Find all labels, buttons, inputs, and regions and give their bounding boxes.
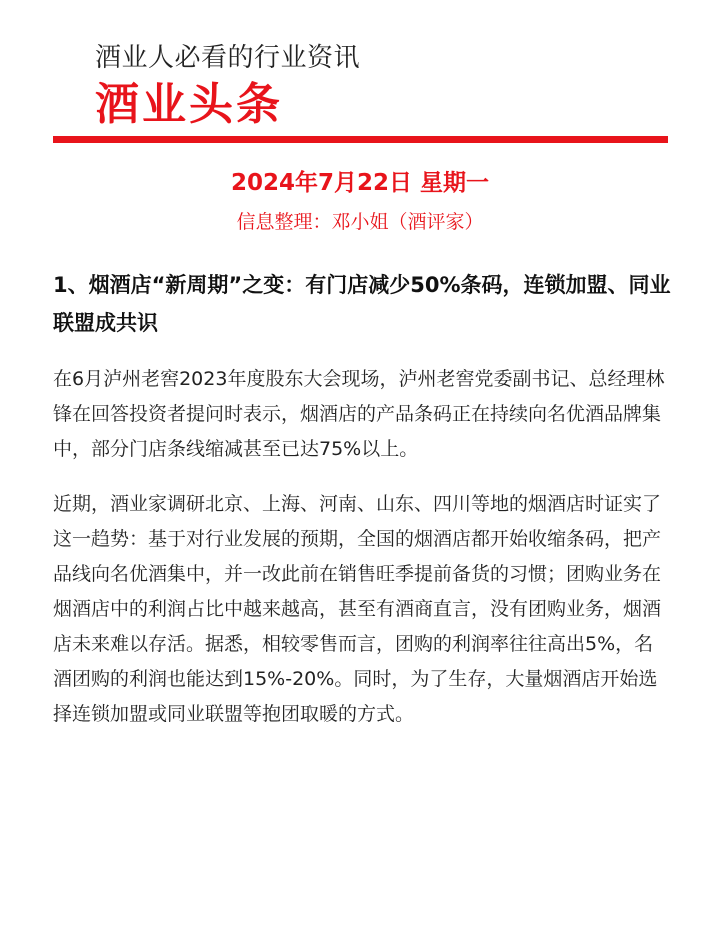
article-paragraph-1: 在6月泸州老窖2023年度股东大会现场，泸州老窖党委副书记、总经理林锋在回答投资者提问时表示，烟酒店的产品条码正在持续向名优酒品牌集中，部分门店条线缩减甚至已达75%以上。 <box>53 368 665 460</box>
header-divider <box>53 136 668 143</box>
article <box>53 266 671 732</box>
editor-byline: 信息整理：邓小姐（酒评家） <box>236 211 484 233</box>
masthead-brand-title: 酒业头条 <box>95 79 283 130</box>
article-headline: 1、烟酒店“新周期”之变：有门店减少50%条码，连锁加盟、同业联盟成共识 <box>53 273 671 335</box>
masthead-tagline: 酒业人必看的行业资讯 <box>95 43 361 73</box>
masthead <box>95 40 360 134</box>
issue-date: 2024年7月22日 星期一 <box>230 170 490 196</box>
article-paragraph-2: 近期，酒业家调研北京、上海、河南、山东、四川等地的烟酒店时证实了这一趋势：基于对行业发展的预期，全国的烟酒店都开始收缩条码，把产品线向名优酒集中，并一改此前在销售旺季提前备货的习惯；团购业务在烟酒店中的利润占比中越来越高，甚至有酒商直言，没有团购业务，烟酒店未来难以存活。据悉，相较零售而言，团购的利润率往往高出5%，名酒团购的利润也能达到15%-20%。同时，为了生存，大量烟酒店开始选择连锁加盟或同业联盟等抱团取暖的方式。 <box>53 493 662 725</box>
